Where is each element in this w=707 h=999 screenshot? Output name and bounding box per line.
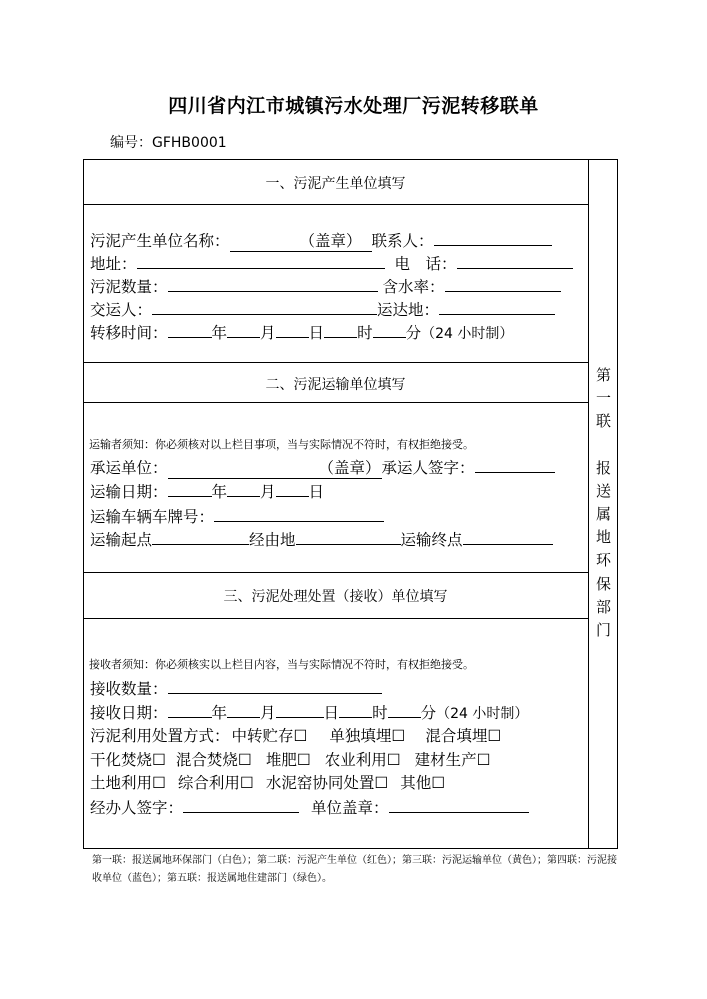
transfer-month-field[interactable] (227, 322, 260, 338)
quantity-field[interactable] (168, 276, 378, 292)
section3-method-row3 (90, 771, 445, 793)
moisture-field[interactable] (445, 276, 561, 292)
side-char: 保 (595, 574, 611, 593)
plate-label: 运输车辆车牌号： (90, 508, 215, 526)
side-char: 门 (595, 621, 611, 640)
option-agricultural-use[interactable]: 农业利用☐ (324, 751, 401, 769)
receive-qty-label: 接收数量： (90, 680, 168, 698)
hour-unit: 时 (372, 704, 388, 722)
option-cement-kiln[interactable]: 水泥窑协同处置☐ (265, 774, 389, 792)
section2-divider (83, 402, 588, 403)
contact-label: 联系人： (371, 232, 434, 250)
end-field[interactable] (463, 529, 553, 545)
month-unit: 月 (260, 324, 276, 342)
method-label: 污泥利用处置方式： (90, 727, 230, 745)
side-char: 环 (595, 551, 611, 570)
receive-month-field[interactable] (227, 702, 260, 718)
contact-field[interactable] (434, 230, 552, 246)
option-transfer-storage[interactable]: 中转贮存☐ (231, 727, 308, 745)
section3-method-row1 (90, 724, 501, 746)
origin-field[interactable] (152, 529, 249, 545)
section2-date-row (90, 480, 324, 502)
copy-side-label (589, 364, 618, 642)
section1-time-row (90, 321, 513, 343)
year-unit: 年 (211, 483, 228, 501)
option-mixed-incineration[interactable]: 混合焚烧☐ (175, 751, 252, 769)
transfer-hour-field[interactable] (324, 322, 357, 338)
receive-minute-field[interactable] (388, 702, 421, 718)
form-title: 四川省内江市城镇污水处理厂污泥转移联单 (168, 95, 539, 117)
quantity-label: 污泥数量： (90, 278, 168, 296)
option-land-use[interactable]: 土地利用☐ (90, 774, 166, 792)
option-dry-incineration[interactable]: 干化焚烧☐ (90, 751, 166, 769)
carrier-sign-field[interactable] (475, 457, 555, 473)
receive-hour-field[interactable] (339, 702, 372, 718)
section2-heading: 二、污泥运输单位填写 (265, 377, 406, 393)
carrier-notice: 运输者须知：你必须核对以上栏目事项，当与实际情况不符时，有权拒绝接受。 (89, 438, 474, 451)
unit-seal-label: 单位盖章： (311, 799, 389, 817)
unit-name-field[interactable] (230, 229, 372, 252)
side-char: 联 (595, 412, 611, 431)
moisture-label: 含水率： (382, 278, 445, 296)
month-unit: 月 (260, 483, 276, 501)
day-unit: 日 (308, 324, 325, 342)
side-char: 地 (595, 528, 611, 547)
hour-unit: 时 (357, 324, 373, 342)
section1-carrier-row (90, 298, 555, 320)
side-char (589, 434, 618, 457)
end-label: 运输终点 (400, 531, 463, 549)
side-char: 部 (595, 597, 611, 616)
option-compost[interactable]: 堆肥☐ (265, 751, 311, 769)
day-unit: 日 (308, 483, 325, 501)
section3-sign-row (90, 796, 529, 818)
receive-date-label: 接收日期： (90, 704, 168, 722)
clock-note: （24 小时制） (421, 326, 514, 342)
section1-quantity-row (90, 275, 561, 297)
minute-unit: 分 (420, 704, 437, 722)
receiver-notice: 接收者须知：你必须核实以上栏目内容，当与实际情况不符时，有权拒绝接受。 (89, 658, 474, 671)
origin-label: 运输起点 (90, 531, 153, 549)
transport-day-field[interactable] (276, 481, 309, 497)
side-char: 属 (595, 505, 611, 524)
section2-unit-row (90, 456, 555, 479)
copy-distribution-footnote: 第一联：报送属地环保部门（白色）；第二联：污泥产生单位（红色）；第三联：污泥运输单位（黄色）；第四联：污泥接收单位（蓝色）；第五联：报送属地住建部门（绿色）。 (92, 855, 617, 884)
destination-label: 运达地： (377, 301, 440, 319)
section3-qty-row (90, 677, 382, 699)
seal-note: （盖章） (299, 232, 362, 250)
seal-note: （盖章） (318, 459, 381, 477)
option-separate-landfill[interactable]: 单独填埋☐ (329, 727, 406, 745)
address-label: 地址： (90, 255, 137, 273)
section3-heading: 三、污泥处理处置（接收）单位填写 (223, 589, 448, 605)
side-char: 第 (595, 366, 611, 384)
receive-day-field[interactable] (276, 702, 324, 718)
side-char: 报 (595, 458, 611, 477)
section2-route-row (90, 528, 553, 550)
destination-field[interactable] (439, 299, 555, 315)
via-label: 经由地 (249, 531, 296, 549)
option-building-materials[interactable]: 建材生产☐ (414, 751, 491, 769)
transfer-time-label: 转移时间： (90, 324, 168, 342)
carrier-unit-label: 承运单位： (90, 459, 168, 477)
via-field[interactable] (296, 529, 401, 545)
transfer-minute-field[interactable] (373, 322, 406, 338)
handler-sign-label: 经办人签字： (90, 799, 184, 817)
section3-divider (83, 618, 588, 619)
section3-method-row2 (90, 748, 491, 770)
phone-field[interactable] (457, 253, 573, 269)
section1-address-row (90, 252, 573, 274)
day-unit: 日 (323, 704, 340, 722)
section3-date-row (90, 701, 528, 723)
year-unit: 年 (211, 324, 228, 342)
address-field[interactable] (137, 253, 385, 269)
section2-plate-row (90, 505, 384, 527)
clock-note: （24 小时制） (436, 706, 529, 722)
transfer-day-field[interactable] (276, 322, 309, 338)
month-unit: 月 (260, 704, 276, 722)
option-mixed-landfill[interactable]: 混合填埋☐ (425, 727, 502, 745)
transport-year-field[interactable] (168, 481, 212, 497)
carrier-sign-label: 承运人签字： (381, 459, 475, 477)
year-unit: 年 (211, 704, 228, 722)
carrier-unit-field[interactable] (168, 456, 382, 479)
plate-field[interactable] (214, 506, 384, 522)
option-other[interactable]: 其他☐ (400, 774, 446, 792)
phone-label: 电 话： (394, 255, 457, 273)
unit-name-label: 污泥产生单位名称： (90, 232, 230, 250)
document-number: 编号：GFHB0001 (110, 135, 227, 151)
side-char: 一 (595, 389, 611, 408)
carrier-label: 交运人： (90, 301, 153, 319)
section2-top-divider (83, 362, 588, 363)
section1-divider (83, 204, 588, 205)
section1-heading: 一、污泥产生单位填写 (265, 176, 406, 192)
transport-month-field[interactable] (227, 481, 260, 497)
transport-date-label: 运输日期： (90, 483, 168, 501)
section1-unit-row (90, 229, 552, 252)
transfer-year-field[interactable] (168, 322, 212, 338)
minute-unit: 分 (405, 324, 422, 342)
receive-year-field[interactable] (168, 702, 212, 718)
receive-qty-field[interactable] (168, 678, 382, 694)
option-comprehensive-use[interactable]: 综合利用☐ (177, 774, 254, 792)
section3-top-divider (83, 572, 588, 573)
unit-seal-field[interactable] (389, 797, 529, 813)
handler-sign-field[interactable] (183, 797, 299, 813)
carrier-field[interactable] (152, 299, 377, 315)
side-char: 送 (595, 481, 611, 500)
